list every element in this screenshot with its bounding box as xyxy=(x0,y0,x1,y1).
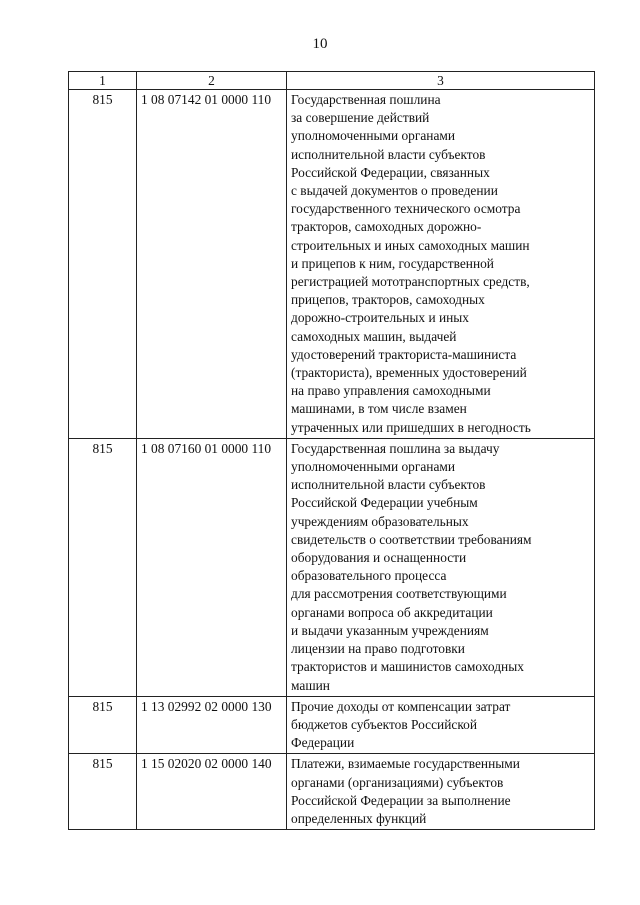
description-line: свидетельств о соответствии требованиям xyxy=(291,531,532,547)
revenue-code-cell: 1 08 07142 01 0000 110 xyxy=(137,90,287,439)
description-line: государственного технического осмотра xyxy=(291,201,521,217)
admin-code-cell: 815 xyxy=(69,696,137,754)
description-line: лицензии на право подготовки xyxy=(291,641,465,657)
header-col-1: 1 xyxy=(69,72,137,90)
table-row xyxy=(69,696,595,754)
revenue-code-cell: 1 15 02020 02 0000 140 xyxy=(137,754,287,830)
description-line: учреждениям образовательных xyxy=(291,513,469,529)
description-line: уполномоченными органами xyxy=(291,459,456,475)
description-line: машин xyxy=(291,677,330,693)
description-line: утраченных или пришедших в негодность xyxy=(291,419,531,435)
description-line: Платежи, взимаемые государственными xyxy=(291,756,520,772)
description-line: и выдачи указанным учреждениям xyxy=(291,622,489,638)
description-line: тракторов, самоходных дорожно- xyxy=(291,219,482,235)
budget-codes-table xyxy=(68,71,595,830)
description-line: регистрацией мототранспортных средств, xyxy=(291,274,530,290)
header-col-2: 2 xyxy=(137,72,287,90)
description-line: и прицепов к ним, государственной xyxy=(291,255,494,271)
description-line: Государственная пошлина за выдачу xyxy=(291,440,500,456)
description-line: с выдачей документов о проведении xyxy=(291,183,498,199)
description-line: Российской Федерации за выполнение xyxy=(291,792,511,808)
description-line: прицепов, тракторов, самоходных xyxy=(291,292,485,308)
table-row xyxy=(69,754,595,830)
revenue-code-cell: 1 08 07160 01 0000 110 xyxy=(137,438,287,696)
description-line: удостоверений тракториста-машиниста xyxy=(291,346,517,362)
description-line: на право управления самоходными xyxy=(291,383,491,399)
description-cell xyxy=(287,754,595,830)
description-line: машинами, в том числе взамен xyxy=(291,401,467,417)
description-line: органами (организациями) субъектов xyxy=(291,774,504,790)
description-line: исполнительной власти субъектов xyxy=(291,477,486,493)
description-line: Российской Федерации, связанных xyxy=(291,164,490,180)
description-line: трактористов и машинистов самоходных xyxy=(291,659,524,675)
description-line: Прочие доходы от компенсации затрат xyxy=(291,698,511,714)
description-line: оборудования и оснащенности xyxy=(291,550,467,566)
description-cell xyxy=(287,696,595,754)
description-line: для рассмотрения соответствующими xyxy=(291,586,507,602)
description-line: (тракториста), временных удостоверений xyxy=(291,365,527,381)
description-line: исполнительной власти субъектов xyxy=(291,146,486,162)
description-line: органами вопроса об аккредитации xyxy=(291,604,493,620)
admin-code-cell: 815 xyxy=(69,438,137,696)
description-line: Государственная пошлина xyxy=(291,92,441,107)
description-line: за совершение действий xyxy=(291,110,430,126)
table-row xyxy=(69,438,595,696)
revenue-code-cell: 1 13 02992 02 0000 130 xyxy=(137,696,287,754)
description-line: бюджетов субъектов Российской xyxy=(291,716,478,732)
description-line: дорожно-строительных и иных xyxy=(291,310,469,326)
description-line: определенных функций xyxy=(291,810,427,826)
table-body xyxy=(69,90,595,830)
description-cell xyxy=(287,90,595,439)
description-line: Российской Федерации учебным xyxy=(291,495,478,511)
page-number: 10 xyxy=(312,36,328,52)
table-row xyxy=(69,90,595,439)
description-line: уполномоченными органами xyxy=(291,128,456,144)
admin-code-cell: 815 xyxy=(69,90,137,439)
description-line: Федерации xyxy=(291,735,355,751)
admin-code-cell: 815 xyxy=(69,754,137,830)
description-line: строительных и иных самоходных машин xyxy=(291,237,530,253)
description-line: самоходных машин, выдачей xyxy=(291,328,457,344)
description-line: образовательного процесса xyxy=(291,568,447,584)
description-cell xyxy=(287,438,595,696)
header-col-3: 3 xyxy=(287,72,595,90)
header-row xyxy=(69,72,595,90)
